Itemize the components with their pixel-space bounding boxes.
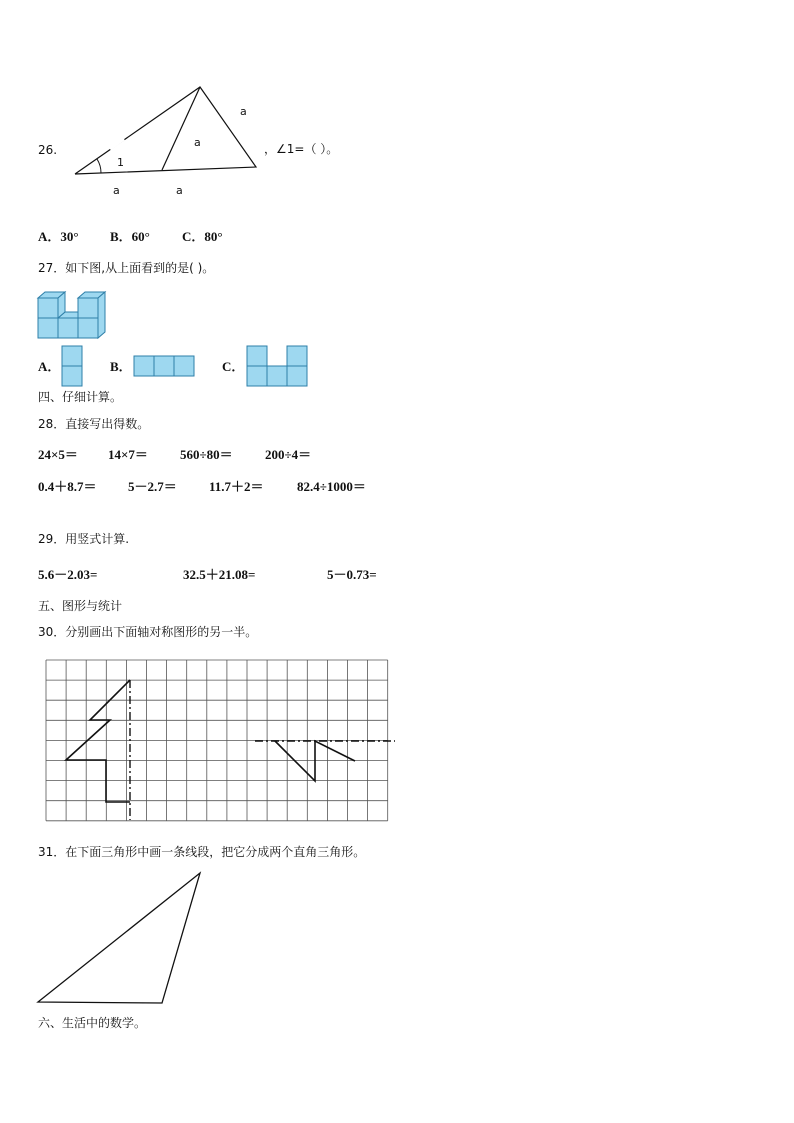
q30-text: 30．分别画出下面轴对称图形的另一半。	[38, 625, 258, 639]
q26-number: 26.	[38, 143, 58, 157]
q28-text: 28．直接写出得数。	[38, 417, 150, 431]
q28-r2-item: 11.7＋2＝	[209, 479, 264, 494]
section-4-heading: 四、仔细计算。	[38, 390, 123, 404]
section-5-heading: 五、图形与统计	[38, 599, 123, 613]
q29-item: 5.6－2.03=	[38, 567, 98, 582]
q28-r2-item: 82.4÷1000＝	[297, 479, 366, 494]
base-right-label: a	[176, 184, 183, 197]
q26-option-b[interactable]: B．60°	[110, 229, 150, 244]
q26-option-a[interactable]: A．30°	[38, 229, 79, 244]
q27-option-b-label[interactable]: B．	[110, 359, 132, 374]
q28-r1-item: 200÷4＝	[265, 447, 312, 462]
q29-text: 29．用竖式计算.	[38, 532, 130, 546]
q27-option-a-label[interactable]: A．	[38, 359, 61, 374]
q28-r1-item: 560÷80＝	[180, 447, 233, 462]
q27-text: 27．如下图,从上面看到的是( )。	[38, 261, 215, 275]
q29-item: 5－0.73=	[327, 567, 377, 582]
q28-r1-item: 24×5＝	[38, 447, 78, 462]
q28-r1-item: 14×7＝	[108, 447, 148, 462]
angle-1-label: 1	[117, 156, 124, 169]
q27-option-c-label[interactable]: C．	[222, 359, 245, 374]
right-side-label: a	[240, 105, 247, 118]
section-6-heading: 六、生活中的数学。	[38, 1016, 147, 1030]
q26-option-c[interactable]: C．80°	[182, 229, 223, 244]
q26-question-tail: ，∠1=（ ）。	[264, 142, 339, 156]
base-left-label: a	[113, 184, 120, 197]
inner-side-label: a	[194, 136, 201, 149]
q29-item: 32.5＋21.08=	[183, 567, 256, 582]
q28-r2-item: 0.4＋8.7＝	[38, 479, 97, 494]
q28-r2-item: 5－2.7＝	[128, 479, 177, 494]
q31-text: 31．在下面三角形中画一条线段，把它分成两个直角三角形。	[38, 845, 366, 859]
q31-triangle[interactable]	[0, 0, 1, 1]
